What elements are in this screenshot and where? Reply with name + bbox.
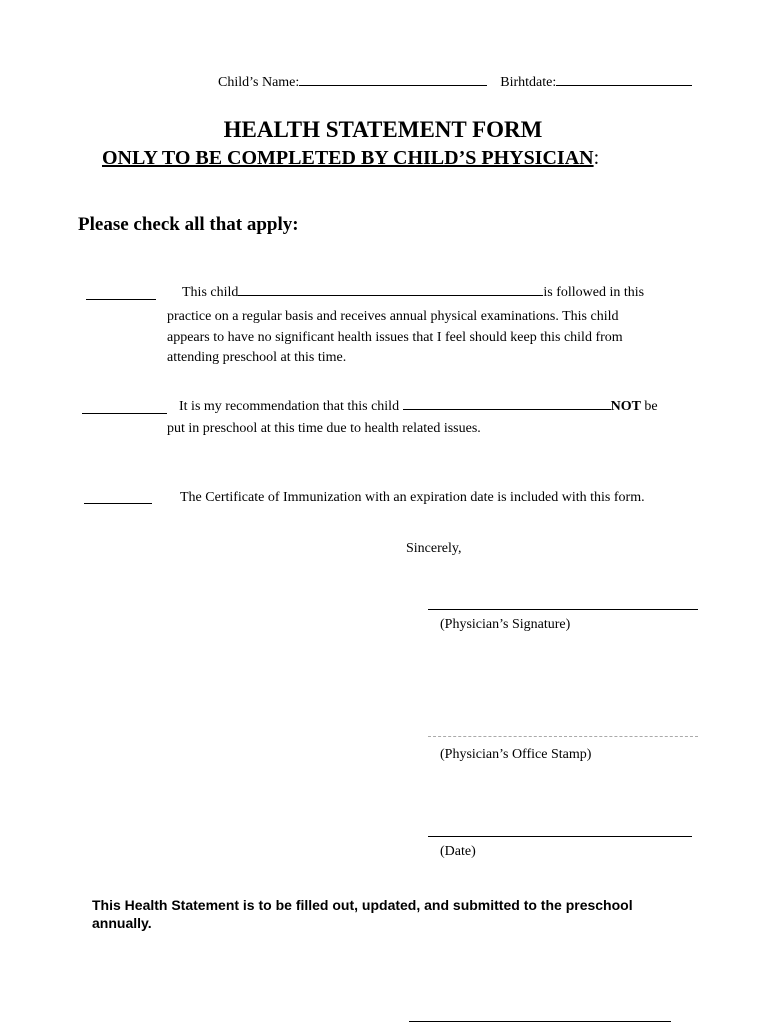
bottom-line: [409, 1021, 671, 1022]
child-name-field: [218, 75, 692, 91]
date-line[interactable]: [428, 836, 692, 837]
item-2-lead: It is my recommendation that this child: [179, 399, 400, 414]
item-1-tail: is followed in this: [543, 285, 645, 300]
item-2-tail: be: [640, 399, 658, 414]
item-2-line-1: [179, 399, 658, 415]
instruction-heading: Please check all that apply:: [78, 214, 299, 235]
checkbox-line-1[interactable]: [86, 299, 156, 300]
checkbox-line-2[interactable]: [82, 413, 167, 414]
signature-label: (Physician’s Signature): [440, 617, 571, 632]
stamp-line[interactable]: [428, 736, 698, 737]
stamp-label: (Physician’s Office Stamp): [440, 747, 592, 762]
date-label: (Date): [440, 844, 476, 859]
item-3-text: The Certificate of Immunization with an expiration date is included with this form.: [180, 490, 645, 505]
checkbox-line-3[interactable]: [84, 503, 152, 504]
birthdate-blank[interactable]: [556, 85, 692, 86]
signature-line[interactable]: [428, 609, 698, 610]
item-1-lead: This child: [182, 285, 239, 300]
closing-text: Sincerely,: [406, 541, 462, 556]
child-name-label: Child’s Name:: [218, 75, 300, 90]
child-name-blank[interactable]: [299, 85, 487, 86]
subtitle-colon: :: [593, 147, 600, 169]
item-2-child-blank[interactable]: [403, 409, 611, 410]
item-1-child-blank[interactable]: [238, 295, 543, 296]
birthdate-label: Birhtdate:: [500, 75, 557, 90]
subtitle-wrap: [102, 147, 599, 170]
item-1-line-2: practice on a regular basis and receives annual physical examinations. This child: [167, 309, 619, 324]
footer-note: This Health Statement is to be filled out, updated, and submitted to the preschool annually.: [92, 897, 633, 931]
item-2-line-2: put in preschool at this time due to health related issues.: [167, 421, 481, 436]
page-title: HEALTH STATEMENT FORM: [223, 117, 543, 142]
item-1-line-3: appears to have no significant health issues that I feel should keep this child from: [167, 330, 623, 345]
item-1-line-4: attending preschool at this time.: [167, 350, 347, 365]
item-1-line-1: [182, 285, 644, 301]
page-subtitle: ONLY TO BE COMPLETED BY CHILD’S PHYSICIAN: [102, 147, 594, 169]
item-2-not: NOT: [610, 399, 641, 414]
